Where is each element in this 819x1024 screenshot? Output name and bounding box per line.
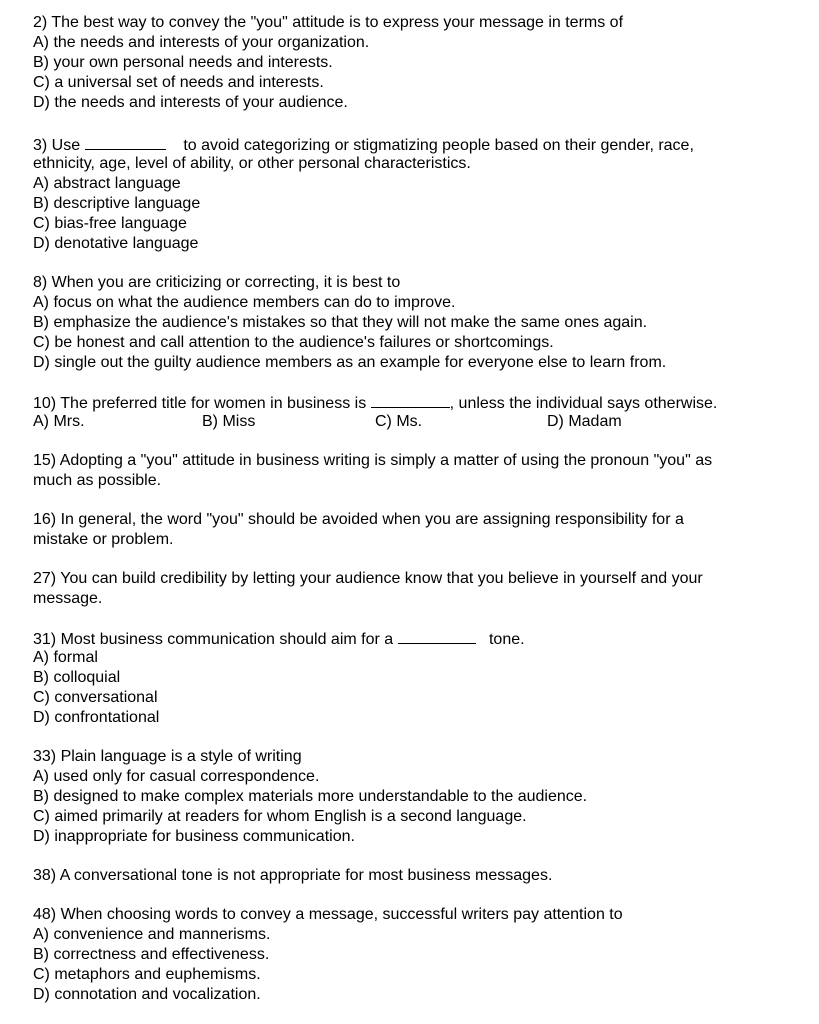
- answer-blank: [398, 628, 476, 644]
- answer-blank: [371, 392, 450, 408]
- question-10-option-b: B) Miss: [202, 413, 256, 430]
- question-8: [33, 273, 793, 373]
- question-10-option-d: D) Madam: [547, 413, 622, 430]
- question-10-stem-start: 10) The preferred title for women in business is: [33, 395, 367, 412]
- question-31-stem: [33, 628, 793, 648]
- question-27-line-1: 27) You can build credibility by letting your audience know that you believe in yourself and your: [33, 570, 703, 587]
- question-31-option-b: B) colloquial: [33, 669, 121, 686]
- question-3-option-b: B) descriptive language: [33, 195, 201, 212]
- question-31-option-a: A) formal: [33, 649, 98, 666]
- question-48: [33, 905, 793, 1005]
- question-38: [33, 866, 793, 886]
- question-33-option-b: B) designed to make complex materials more understandable to the audience.: [33, 788, 588, 805]
- question-3-stem-line-2: ethnicity, age, level of ability, or other personal characteristics.: [33, 155, 471, 172]
- question-3: [33, 134, 793, 254]
- question-10-stem-end: , unless the individual says otherwise.: [449, 395, 718, 412]
- question-15-line-2: much as possible.: [33, 472, 162, 489]
- question-document: [33, 13, 793, 1005]
- question-2: [33, 13, 793, 113]
- question-48-stem: 48) When choosing words to convey a message, successful writers pay attention to: [33, 906, 623, 923]
- question-48-option-b: B) correctness and effectiveness.: [33, 946, 270, 963]
- question-8-option-b: B) emphasize the audience's mistakes so that they will not make the same ones again.: [33, 314, 648, 331]
- question-2-option-a: A) the needs and interests of your organization.: [33, 34, 370, 51]
- question-10-options: [33, 412, 793, 432]
- question-27-line-2: message.: [33, 590, 103, 607]
- question-48-option-c: C) metaphors and euphemisms.: [33, 966, 261, 983]
- question-31: [33, 628, 793, 728]
- answer-blank: [85, 134, 166, 150]
- question-38-stem: 38) A conversational tone is not appropriate for most business messages.: [33, 867, 553, 884]
- question-31-stem-end: tone.: [488, 631, 525, 648]
- question-10-option-c: C) Ms.: [375, 413, 423, 430]
- question-3-option-d: D) denotative language: [33, 235, 199, 252]
- question-16-line-1: 16) In general, the word "you" should be avoided when you are assigning responsibility for a: [33, 511, 684, 528]
- question-15: [33, 451, 793, 491]
- question-2-option-c: C) a universal set of needs and interests.: [33, 74, 324, 91]
- question-48-option-a: A) convenience and mannerisms.: [33, 926, 271, 943]
- question-33-option-d: D) inappropriate for business communication.: [33, 828, 355, 845]
- question-31-stem-start: 31) Most business communication should aim for a: [33, 631, 394, 648]
- question-3-stem-line-1: [33, 134, 793, 154]
- question-2-option-b: B) your own personal needs and interests.: [33, 54, 333, 71]
- question-31-option-d: D) confrontational: [33, 709, 160, 726]
- question-27: [33, 569, 793, 609]
- question-15-line-1: 15) Adopting a "you" attitude in business writing is simply a matter of using the pronoun "you" as: [33, 452, 713, 469]
- question-2-stem: 2) The best way to convey the "you" attitude is to express your message in terms of: [33, 14, 624, 31]
- question-10-option-a: A) Mrs.: [33, 413, 85, 430]
- question-16: [33, 510, 793, 550]
- question-3-stem-end: to avoid categorizing or stigmatizing people based on their gender, race,: [183, 137, 694, 154]
- question-33-option-a: A) used only for casual correspondence.: [33, 768, 320, 785]
- question-10: [33, 392, 793, 432]
- question-3-option-c: C) bias-free language: [33, 215, 187, 232]
- question-8-option-a: A) focus on what the audience members can do to improve.: [33, 294, 456, 311]
- question-33-option-c: C) aimed primarily at readers for whom English is a second language.: [33, 808, 527, 825]
- question-3-stem-start: 3) Use: [33, 137, 81, 154]
- question-48-option-d: D) connotation and vocalization.: [33, 986, 261, 1003]
- question-31-option-c: C) conversational: [33, 689, 158, 706]
- question-2-option-d: D) the needs and interests of your audience.: [33, 94, 348, 111]
- question-8-option-c: C) be honest and call attention to the audience's failures or shortcomings.: [33, 334, 554, 351]
- question-8-option-d: D) single out the guilty audience members as an example for everyone else to learn from.: [33, 354, 667, 371]
- question-16-line-2: mistake or problem.: [33, 531, 174, 548]
- question-3-option-a: A) abstract language: [33, 175, 181, 192]
- question-33-stem: 33) Plain language is a style of writing: [33, 748, 302, 765]
- question-8-stem: 8) When you are criticizing or correcting, it is best to: [33, 274, 401, 291]
- question-10-stem: [33, 392, 793, 412]
- question-33: [33, 747, 793, 847]
